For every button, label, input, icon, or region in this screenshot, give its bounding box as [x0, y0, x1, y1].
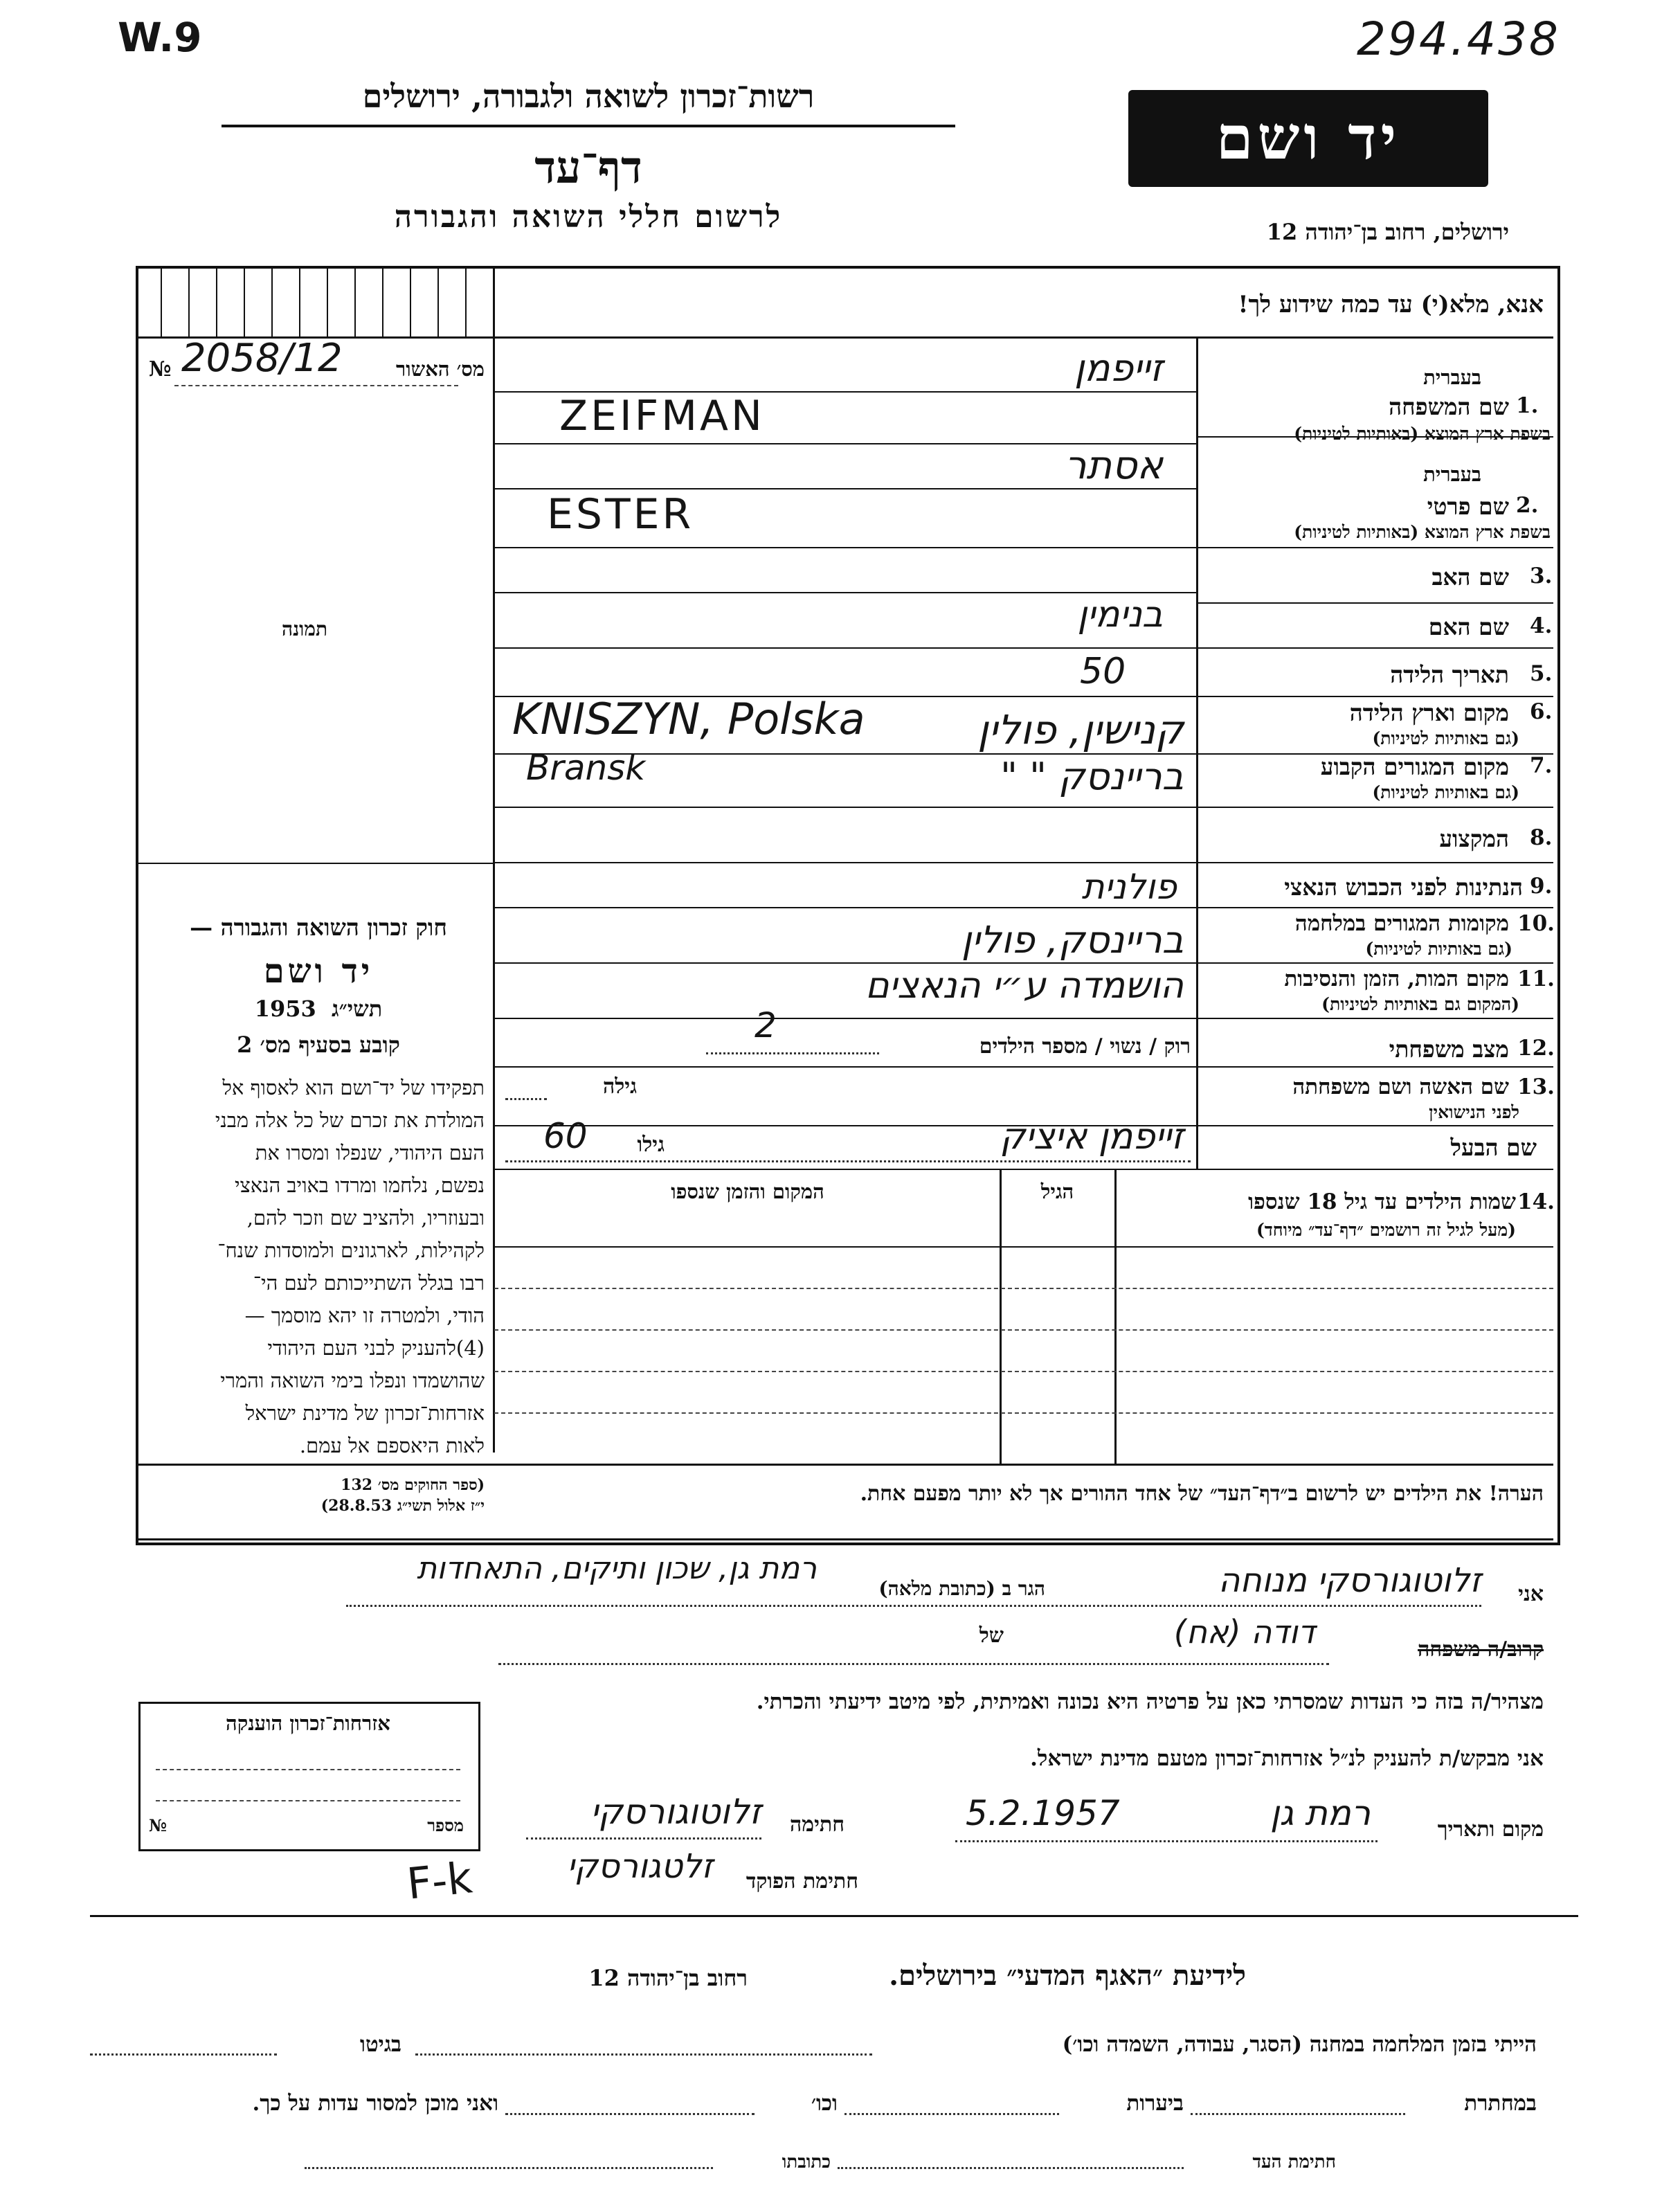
law-body-line: הודי, ולמטרה זו יהא מוסמך — — [244, 1304, 485, 1327]
field-11-label: מקום המות, הזמן והנסיבות — [1284, 966, 1509, 991]
field-7-label: מקום המגורים הקבוע — [1320, 753, 1509, 780]
fields-bottom-line — [494, 1169, 1553, 1170]
law-name: יד ושם — [263, 952, 374, 991]
law-body-line: העם היהודי, שנפלו ומסרו את — [255, 1141, 485, 1165]
margin-mark: F-k — [404, 1852, 475, 1909]
field-12-options: רוק / נשוי / מספר הילדים — [979, 1034, 1191, 1059]
field-9-label: הנתינות לפני הכבוש הנאצי — [1284, 874, 1523, 901]
relative-label: קרוב/ה משפחה — [1418, 1637, 1544, 1662]
top-strip-line — [137, 336, 1553, 339]
note: הערה! את הילדים יש לרשום ב״דף־העד״ של אחד ההורים אך לא יותר מפעם אחת. — [860, 1482, 1544, 1506]
bottom-line1-b: בגיטו — [360, 2032, 401, 2057]
field-10-sub: (גם באותיות לטיניות) — [1365, 939, 1512, 959]
law-body-line: נפשם, נלחמו ומרדו באויב הנאצי — [234, 1174, 485, 1197]
place-date-line — [955, 1840, 1378, 1842]
in-hebrew-label-2: בעברית — [1423, 462, 1481, 486]
husband-label: שם הבעל — [1450, 1134, 1537, 1161]
law-body-line: תפקידו של יד־ושם הוא לאסוף אל — [222, 1076, 485, 1099]
children-col-name-sub: (מעל לגיל זה רושמים ״דף־עד״ מיוחד) — [1256, 1220, 1516, 1240]
law-body-line: אזרחות־זכרון של מדינת ישראל — [245, 1401, 485, 1425]
wife-age-label: גילה — [602, 1074, 637, 1099]
form-subtitle: לרשום חללי השואה והגבורה — [394, 199, 783, 235]
bottom-line2-d: ואני מוכן למסור עדות על כך. — [252, 2091, 498, 2116]
law-ref-line1: (ספר החוקים מס׳ 132 — [341, 1476, 485, 1494]
field-1-latin-value: ZEIFMAN — [559, 392, 765, 440]
declaration-place: רמת גן — [1270, 1793, 1371, 1833]
form-title: דף־עד — [534, 142, 642, 194]
law-body-line: רבו בגלל השתייכותם לעם הי־ — [253, 1271, 485, 1295]
official-signature: זלטגורסקי — [567, 1847, 713, 1886]
signature-label: חתימה — [790, 1813, 844, 1837]
declarant-signature: זלוטוגורסקי — [590, 1792, 761, 1832]
org-line: רשות־זכרון לשואה ולגבורה, ירושלים — [362, 78, 815, 115]
field-4-number: 4. — [1530, 613, 1553, 638]
bottom-line3-a: חתימת העד — [1252, 2152, 1336, 2173]
field-1-label: שם המשפחה — [1389, 393, 1509, 420]
field-6-latin-value: KNISZYN, Polska — [512, 694, 865, 744]
bottom-section-line — [90, 1915, 1578, 1917]
signature-line — [526, 1837, 761, 1840]
declarant-address: רמת גן, שכון ותיקים, התאחדות — [417, 1551, 817, 1586]
field-6-sub: (גם באותיות לטיניות) — [1372, 728, 1519, 748]
field-9-number: 9. — [1530, 874, 1553, 899]
relative-line — [498, 1663, 1329, 1665]
instruction: אנא, מלא(י) עד כמה שידוע לך! — [1238, 291, 1544, 318]
field-6-label: מקום וארץ הלידה — [1349, 699, 1509, 726]
field-12-number: 12. — [1517, 1036, 1555, 1061]
bottom-line2-b: ביערות — [1126, 2091, 1184, 2116]
relation-value: דודה (אח) — [1173, 1613, 1315, 1651]
law-body-line: המולדת את זכרם של כל אלה מבני — [215, 1108, 485, 1132]
husband-line — [505, 1160, 1191, 1162]
resides-label: הגר ב (כתובת מלאה) — [878, 1577, 1045, 1600]
official-label: חתימת הפוקד — [746, 1869, 858, 1894]
children-number: 14. — [1517, 1189, 1555, 1214]
law-body-line: לקהילות, לארגונים ולמוסדות שנח־ — [217, 1239, 485, 1262]
field-2-label: שם פרטי — [1427, 493, 1509, 520]
of-label: של — [979, 1624, 1004, 1648]
law-year-hebrew: תשי״ג — [332, 996, 383, 1022]
field-13-label: שם האשה ושם משפחתה — [1292, 1074, 1509, 1099]
citizenship-title: אזרחות־זכרון הוענקה — [226, 1711, 390, 1735]
declarant-line — [346, 1605, 1481, 1607]
field-7-number: 7. — [1530, 753, 1553, 778]
declare-text: מצהיר/ה בזה כי העדות שמסרתי כאן על פרטיה היא נכונה ואמיתית, לפי מיטב ידיעתי והכרתי. — [756, 1689, 1544, 1714]
field-3-label: שם האב — [1431, 564, 1509, 591]
field-5-number: 5. — [1530, 661, 1553, 686]
children-col-name: שמות הילדים עד גיל 18 שנספו — [1248, 1189, 1516, 1214]
bottom-line2-c: וכו׳ — [811, 2091, 838, 2116]
children-bottom-line — [137, 1464, 1553, 1466]
request-text: אני מבקש/ת להעניק לנ״ל אזרחות־זכרון מטעם מדינת ישראל. — [1030, 1746, 1544, 1771]
field-12-children-line — [706, 1052, 879, 1054]
field-2-latin-value: ESTER — [547, 490, 694, 539]
bottom-line2-a: במחתרת — [1464, 2091, 1537, 2116]
declaration-date: 5.2.1957 — [966, 1793, 1120, 1833]
field-12-label: מצב משפחתי — [1389, 1036, 1509, 1063]
law-body-line: לאות היאספם אל עמם. — [299, 1434, 485, 1457]
citizenship-number-label: מספר — [427, 1815, 464, 1835]
field-3-value: בנימין — [1077, 594, 1163, 636]
field-10-value: בריינסק, פולין — [961, 918, 1184, 962]
field-2-sub: בשפת ארץ המוצא (באותיות לטיניות) — [1294, 522, 1551, 542]
address: ירושלים, רחוב בן־יהודה 12 — [1266, 219, 1509, 245]
approval-label: מס׳ האשור — [396, 357, 485, 381]
declarant-name: זלוטוגורסקי מנוחה — [1218, 1561, 1481, 1600]
field-1-number: 1. — [1516, 393, 1539, 418]
children-col-divider-2 — [1000, 1169, 1002, 1465]
field-13-number: 13. — [1517, 1074, 1555, 1099]
field-2-hebrew-value: אסתר — [1064, 443, 1163, 488]
field-11-number: 11. — [1517, 966, 1555, 991]
law-year — [152, 996, 485, 1022]
field-11-sub: (המקום גם באותיות לטיניות) — [1321, 994, 1519, 1014]
field-1-hebrew-value: זייפמן — [1074, 346, 1163, 390]
org-underline — [222, 125, 955, 127]
wife-age-line — [505, 1098, 547, 1100]
in-hebrew-label-1: בעברית — [1423, 366, 1481, 389]
law-body-line: (4)להעניק לבני העם היהודי — [267, 1336, 485, 1360]
field-9-value: פולנית — [1081, 867, 1177, 907]
field-5-label: תאריך הלידה — [1390, 661, 1509, 688]
field-12-children: 2 — [755, 1005, 777, 1045]
bottom-line3-b: כתובתו — [782, 2152, 831, 2173]
law-ref-line2: י״ז אלול תשי״ג 28.8.53) — [320, 1497, 485, 1515]
citizenship-no-mark: № — [149, 1815, 168, 1835]
bottom-address: רחוב בן־יהודה 12 — [588, 1965, 748, 1991]
children-col-age: הגיל — [1040, 1180, 1074, 1203]
husband-age-label: גילו — [637, 1133, 665, 1157]
field-2-number: 2. — [1516, 493, 1539, 518]
logo-text: יד ושם — [1216, 103, 1401, 173]
bottom-line1-a: הייתי בזמן המלחמה במחנה (הסגר, עבודה, השמדה וכו׳) — [1062, 2032, 1537, 2057]
law-clause: קובע בסעיף מס׳ 2 — [237, 1032, 400, 1058]
photo-label: תמונה — [281, 618, 328, 640]
law-body-line: שהושמדו ונפלו בימי השואה והמרי — [220, 1369, 485, 1392]
law-year-number: 1953 — [254, 996, 316, 1022]
approval-value: 2058/12 — [181, 336, 343, 381]
bottom-title: לידיעת ״האגף המדעי״ בירושלים. — [889, 1959, 1246, 1992]
approval-line — [174, 385, 458, 386]
field-13-sub: לפני הנישואין — [1429, 1102, 1519, 1122]
children-col-divider-1 — [1114, 1169, 1117, 1465]
field-3-number: 3. — [1530, 564, 1553, 588]
place-date-label: מקום ותאריך — [1437, 1817, 1544, 1842]
stamp-top-left: W.ּ9 — [118, 14, 202, 61]
approval-no-mark: № — [149, 357, 172, 381]
field-6-hebrew-value: קנישין, פולין — [977, 706, 1184, 753]
law-reference — [142, 1475, 485, 1516]
field-10-label: מקומות המגורים במלחמה — [1294, 911, 1509, 936]
law-body-line: ובעוזריו, ולהציב שם וזכר להם, — [246, 1206, 485, 1230]
yad-vashem-logo — [1128, 90, 1488, 187]
field-8-number: 8. — [1530, 825, 1553, 850]
field-5-value: 50 — [1080, 651, 1126, 692]
field-7-latin-value: Bransk — [526, 748, 646, 788]
field-7-hebrew-value: בריינסק " " — [1000, 755, 1184, 798]
i-label: אני — [1518, 1582, 1544, 1606]
husband-age: 60 — [543, 1116, 588, 1156]
field-4-label: שם האם — [1428, 613, 1509, 640]
law-title: חוק זכרון השואה והגבורה — — [190, 914, 447, 941]
field-8-label: המקצוע — [1439, 825, 1509, 852]
field-7-sub: (גם באותיות לטיניות) — [1372, 782, 1519, 802]
husband-name: זייפמן איציק — [1000, 1116, 1184, 1158]
field-11-value: הושמדה ע״י הנאצים — [865, 965, 1184, 1007]
field-1-sub: בשפת ארץ המוצא (באותיות לטיניות) — [1294, 424, 1551, 444]
field-10-number: 10. — [1517, 911, 1555, 936]
children-col-place: המקום והזמן שנספו — [671, 1180, 824, 1203]
law-body — [142, 1072, 485, 1462]
field-6-number: 6. — [1530, 699, 1553, 724]
children-header-line — [494, 1246, 1553, 1248]
photo-bottom-line — [137, 863, 493, 864]
note-bottom-line — [137, 1538, 1553, 1540]
archive-number: 294.438 — [1357, 12, 1560, 66]
